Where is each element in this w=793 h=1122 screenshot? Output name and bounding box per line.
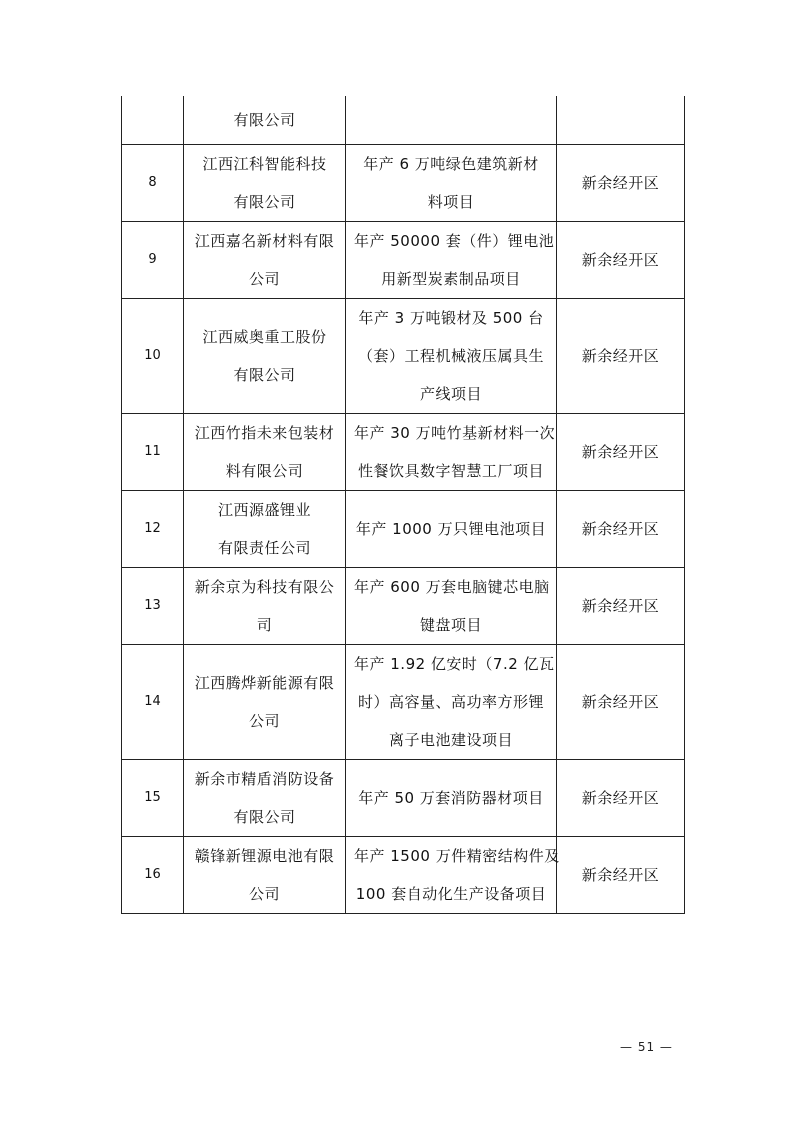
project-name [346,645,557,760]
row-index [122,96,184,145]
row-index: 8 [122,145,184,222]
table-row [122,299,685,414]
project-name-line: 用新型炭素制品项目 [381,270,521,288]
company-name [184,299,346,414]
table-row [122,837,685,914]
row-index: 15 [122,760,184,837]
project-name-line: 年产 600 万套电脑键芯电脑 [354,578,550,596]
company-name-line: 江西嘉名新材料有限 [194,232,335,250]
company-name [184,760,346,837]
row-index: 13 [122,568,184,645]
project-name-line: 料项目 [427,193,475,211]
project-name [346,222,557,299]
project-name-line: 时）高容量、高功率方形锂 [357,693,544,711]
row-index: 10 [122,299,184,414]
company-name-line: 有限公司 [233,193,296,211]
project-name [346,760,557,837]
project-name-line: 年产 6 万吨绿色建筑新材 [363,155,539,173]
company-name-line: 江西竹指未来包装材 [194,424,335,442]
company-name-line: 公司 [248,885,280,903]
table-row [122,645,685,760]
project-name-line: 年产 3 万吨锻材及 500 台 [358,309,544,327]
location-zone: 新余经开区 [557,645,685,760]
table-row [122,414,685,491]
company-name-line: 公司 [248,712,280,730]
row-index: 14 [122,645,184,760]
project-table-body [122,96,685,914]
company-name-line: 有限公司 [233,366,296,384]
project-name [346,299,557,414]
project-name-line: 年产 50 万套消防器材项目 [358,789,544,807]
company-name [184,491,346,568]
company-name [184,568,346,645]
company-name [184,414,346,491]
project-name-line: 年产 1.92 亿安时（7.2 亿瓦 [354,655,555,673]
project-name [346,568,557,645]
company-name-line: 有限责任公司 [217,539,311,557]
company-name-line: 江西源盛锂业 [217,501,311,519]
row-index: 16 [122,837,184,914]
company-name [184,96,346,145]
company-name-line: 江西威奥重工股份 [202,328,327,346]
page-number: — 51 — [620,1040,673,1054]
project-name [346,145,557,222]
table-row [122,491,685,568]
company-name-line: 江西江科智能科技 [202,155,327,173]
company-name [184,222,346,299]
location-zone: 新余经开区 [557,299,685,414]
company-name-line: 有限公司 [233,808,296,826]
row-index: 11 [122,414,184,491]
project-name-line: 年产 50000 套（件）锂电池 [354,232,555,250]
project-name-line: 年产 1500 万件精密结构件及 [354,847,560,865]
company-name-line: 料有限公司 [225,462,304,480]
location-zone [557,96,685,145]
company-name [184,837,346,914]
company-name-line: 赣锋新锂源电池有限 [194,847,335,865]
location-zone: 新余经开区 [557,414,685,491]
location-zone: 新余经开区 [557,837,685,914]
company-name-line: 有限公司 [233,111,296,129]
table-row [122,145,685,222]
location-zone: 新余经开区 [557,568,685,645]
project-name-line: 产线项目 [419,385,482,403]
location-zone: 新余经开区 [557,145,685,222]
project-name-line: 键盘项目 [419,616,482,634]
company-name [184,645,346,760]
project-table [121,96,685,914]
row-index: 12 [122,491,184,568]
company-name-line: 江西腾烨新能源有限 [194,674,335,692]
project-name [346,96,557,145]
project-name [346,491,557,568]
project-name-line: 离子电池建设项目 [388,731,513,749]
project-name-line: （套）工程机械液压属具生 [357,347,544,365]
company-name-line: 司 [256,616,273,634]
table-row [122,568,685,645]
project-name-line: 性餐饮具数字智慧工厂项目 [357,462,544,480]
table-row [122,222,685,299]
location-zone: 新余经开区 [557,491,685,568]
company-name-line: 新余京为科技有限公 [194,578,335,596]
project-name-line: 年产 30 万吨竹基新材料一次 [354,424,556,442]
company-name-line: 公司 [248,270,280,288]
company-name [184,145,346,222]
project-name [346,837,560,914]
project-name-line: 年产 1000 万只锂电池项目 [355,520,547,538]
table-row [122,760,685,837]
row-index: 9 [122,222,184,299]
project-name [346,414,557,491]
location-zone: 新余经开区 [557,222,685,299]
table-row-continued [122,96,685,145]
project-name-line: 100 套自动化生产设备项目 [355,885,547,903]
company-name-line: 新余市精盾消防设备 [194,770,335,788]
location-zone: 新余经开区 [557,760,685,837]
